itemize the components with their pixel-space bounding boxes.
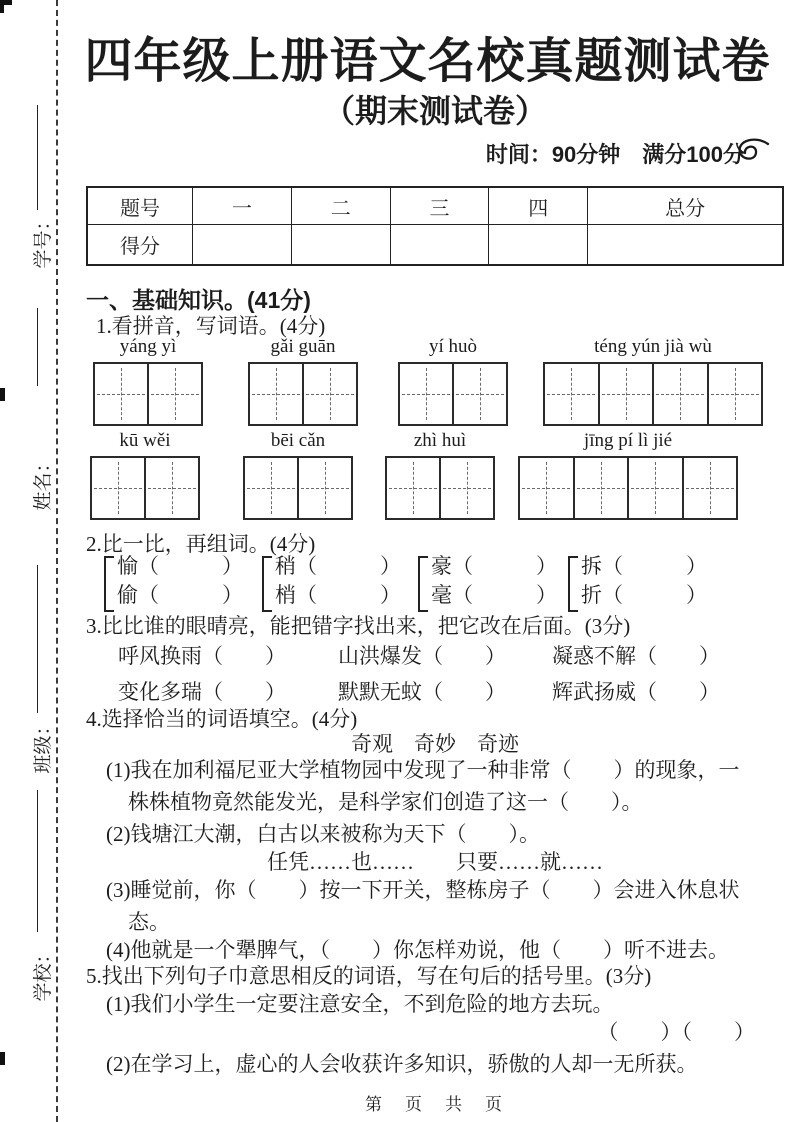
fill-item: 株株植物竟然能发光，是科学家们创造了这一（ ）。	[128, 790, 643, 814]
time-score-meta: 时间：90分钟 满分100分	[485, 142, 745, 167]
score-table-empty-cell	[193, 225, 292, 266]
writing-grid	[90, 456, 200, 520]
word-blank: 偷（ ）	[117, 583, 243, 607]
word-blank: 拆（ ）	[581, 554, 707, 578]
q4-title: 4.选择恰当的词语填空。(4分)	[86, 707, 358, 731]
grid-cell	[629, 458, 684, 518]
q1-title: 1.看拼音，写词语。(4分)	[96, 314, 326, 338]
fill-item: (1)我在加利福尼亚大学植物园中发现了一种非常（ ）的现象，一	[106, 758, 740, 782]
answer-brackets: （ ）（ ）	[597, 1020, 755, 1044]
find-error-item: 默默无蚊（ ）	[338, 680, 506, 704]
pinyin-grid-group	[93, 336, 203, 426]
pen-mark	[731, 136, 771, 176]
grid-cell	[92, 458, 146, 518]
pinyin-label: yáng yì	[119, 336, 177, 357]
compare-pair	[568, 552, 707, 612]
score-table-cell: 二	[291, 187, 390, 225]
pinyin-grid-group	[385, 430, 495, 520]
score-table-empty-cell	[588, 225, 783, 266]
pinyin-label: gǎi guān	[270, 336, 336, 357]
name-blank-line	[37, 308, 38, 386]
writing-grid	[543, 362, 763, 426]
fill-item: (2)钱塘江大潮，白古以来被称为天下（ ）。	[106, 822, 540, 846]
word-bank: 任凭……也…… 只要……就……	[267, 850, 603, 874]
bracket-icon	[262, 556, 272, 612]
grid-cell	[250, 364, 304, 424]
writing-grid	[398, 362, 508, 426]
pinyin-label: kū wěi	[119, 430, 171, 451]
compare-pair	[418, 552, 557, 612]
grid-cell	[245, 458, 299, 518]
edge-mark	[0, 1052, 5, 1065]
score-table-cell: 总分	[588, 187, 783, 225]
grid-cell	[95, 364, 149, 424]
student-no-blank-line	[37, 105, 38, 210]
school-label: 学校：	[33, 944, 54, 1002]
find-error-item: 山洪爆发（ ）	[338, 644, 506, 668]
binding-dashed-line	[56, 0, 58, 1122]
grid-cell	[684, 458, 737, 518]
grid-cell	[600, 364, 655, 424]
grid-cell	[400, 364, 454, 424]
score-table-cell: 三	[390, 187, 489, 225]
grid-cell	[387, 458, 441, 518]
grid-cell	[545, 364, 600, 424]
grid-cell	[304, 364, 356, 424]
section-1-heading: 一、基础知识。(41分)	[86, 287, 311, 313]
bracket-icon	[104, 556, 114, 612]
grid-cell	[454, 364, 506, 424]
pinyin-label: bēi cǎn	[270, 430, 326, 451]
q2-title: 2.比一比，再组词。(4分)	[86, 532, 316, 556]
grid-cell	[654, 364, 709, 424]
writing-grid	[385, 456, 495, 520]
find-error-item: 呼风换雨（ ）	[118, 644, 286, 668]
page-footer: 第 页 共 页	[365, 1095, 505, 1114]
word-blank: 折（ ）	[581, 583, 707, 607]
corner-mark	[0, 0, 4, 13]
bracket-icon	[418, 556, 428, 612]
writing-grid	[93, 362, 203, 426]
compare-pair	[262, 552, 401, 612]
page-title: 四年级上册语文名校真题测试卷	[84, 35, 771, 88]
student-no-label: 学号：	[33, 211, 54, 269]
class-blank-line	[37, 565, 38, 713]
word-blank: 豪（ ）	[431, 554, 557, 578]
word-blank: 梢（ ）	[275, 583, 401, 607]
score-table-cell: 一	[193, 187, 292, 225]
writing-grid	[518, 456, 738, 520]
fill-item: 态。	[128, 910, 170, 934]
grid-cell	[299, 458, 351, 518]
class-label: 班级：	[33, 716, 54, 774]
q5-title: 5.找出下列句子巾意思相反的词语，写在句后的括号里。(3分)	[86, 964, 652, 988]
fill-item: (4)他就是一个犟脾气，（ ）你怎样劝说，他（ ）听不进去。	[106, 938, 729, 962]
score-table-cell: 题号	[87, 187, 193, 225]
name-label: 姓名：	[33, 453, 54, 511]
fill-item: (3)睡觉前，你（ ）按一下开关，整栋房子（ ）会进入休息状	[106, 878, 740, 902]
pinyin-label: téng yún jià wù	[594, 336, 712, 357]
score-table-cell: 得分	[87, 225, 193, 266]
writing-grid	[248, 362, 358, 426]
grid-cell	[441, 458, 493, 518]
pinyin-grid-group	[543, 336, 763, 426]
pinyin-grid-group	[90, 430, 200, 520]
compare-pair	[104, 552, 243, 612]
score-table-cell: 四	[489, 187, 588, 225]
score-table-empty-cell	[291, 225, 390, 266]
pinyin-label: zhì huì	[413, 430, 467, 451]
score-table	[86, 186, 784, 266]
q3-title: 3.比比谁的眼晴亮，能把错字找出来，把它改在后面。(3分)	[86, 614, 631, 638]
school-blank-line	[37, 790, 38, 932]
pinyin-label: yí huò	[428, 336, 478, 357]
find-error-item: 辉武扬威（ ）	[552, 680, 720, 704]
word-bank: 奇观 奇妙 奇迹	[351, 732, 519, 756]
word-blank: 稍（ ）	[275, 554, 401, 578]
pinyin-grid-group	[248, 336, 358, 426]
grid-cell	[149, 364, 201, 424]
grid-cell	[520, 458, 575, 518]
grid-cell	[709, 364, 762, 424]
bracket-icon	[568, 556, 578, 612]
edge-mark	[0, 388, 5, 401]
word-blank: 毫（ ）	[431, 583, 557, 607]
pinyin-grid-group	[518, 430, 738, 520]
score-table-empty-cell	[489, 225, 588, 266]
page-subtitle: （期末测试卷）	[322, 93, 547, 129]
sentence-item: (2)在学习上，虚心的人会收获许多知识，骄傲的人却一无所获。	[106, 1052, 698, 1076]
sentence-item: (1)我们小学生一定要注意安全，不到危险的地方去玩。	[106, 992, 614, 1016]
find-error-item: 凝惑不解（ ）	[552, 644, 720, 668]
score-table-header-row	[87, 187, 783, 225]
find-error-item: 变化多瑞（ ）	[118, 680, 286, 704]
word-blank: 愉（ ）	[117, 554, 243, 578]
pinyin-grid-group	[243, 430, 353, 520]
pinyin-grid-group	[398, 336, 508, 426]
pinyin-label: jīng pí lì jié	[583, 430, 673, 451]
grid-cell	[146, 458, 198, 518]
grid-cell	[575, 458, 630, 518]
score-table-empty-cell	[390, 225, 489, 266]
writing-grid	[243, 456, 353, 520]
score-table-score-row	[87, 225, 783, 266]
